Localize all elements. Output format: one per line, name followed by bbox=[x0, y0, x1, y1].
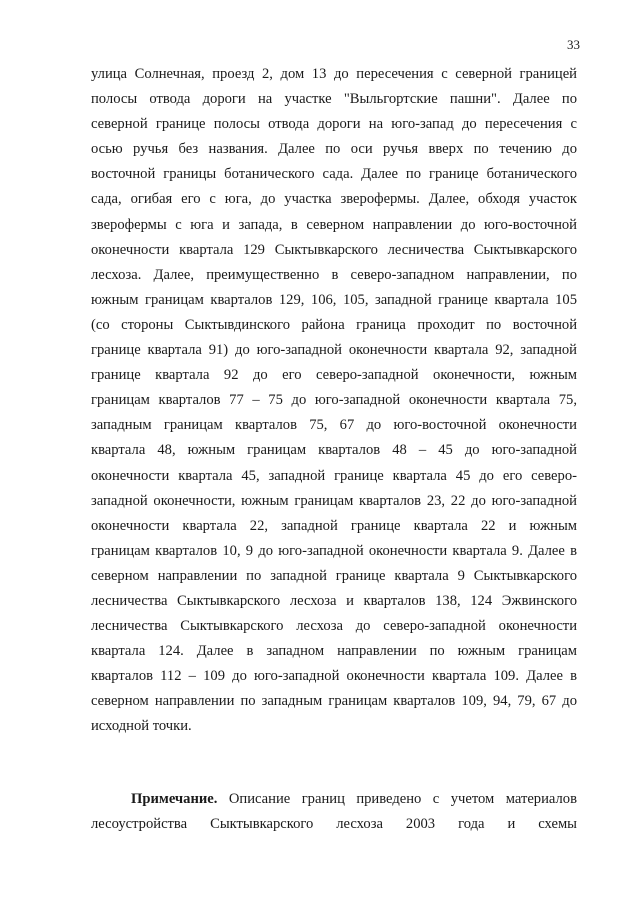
paragraph-line: западным границам кварталов 75, 67 до юго-восточной оконечности bbox=[91, 417, 577, 434]
paragraph-line: северном направлении по западным границам кварталов 109, 94, 79, 67 до bbox=[91, 693, 577, 710]
paragraph-line: лесхоза. Далее, преимущественно в северо-западном направлении, по bbox=[91, 266, 577, 283]
paragraph-line: квартала 48, южным границам кварталов 48 – 45 до юго-западной bbox=[91, 442, 577, 459]
note-text: Описание границ приведено с учетом материалов bbox=[217, 791, 577, 807]
paragraph-line: лесничества Сыктывкарского лесхоза и кварталов 138, 124 Эжвинского bbox=[91, 592, 577, 609]
paragraph-line: границам кварталов 77 – 75 до юго-западной оконечности квартала 75, bbox=[91, 392, 577, 409]
paragraph-line: исходной точки. bbox=[91, 718, 192, 735]
paragraph-line: северной границе полосы отвода дороги на юго-запад до пересечения с bbox=[91, 116, 577, 133]
paragraph-line: восточной границы ботанического сада. Далее по границе ботанического bbox=[91, 166, 577, 183]
paragraph-line: полосы отвода дороги на участке "Выльгортские пашни". Далее по bbox=[91, 91, 577, 108]
paragraph-line: оконечности квартала 129 Сыктывкарского лесничества Сыктывкарского bbox=[91, 241, 577, 258]
paragraph-line: квартала 124. Далее в западном направлении по южным границам bbox=[91, 643, 577, 660]
paragraph-line: (со стороны Сыктывдинского района граница проходит по восточной bbox=[91, 316, 577, 333]
note-paragraph bbox=[91, 787, 577, 837]
page-number: 33 bbox=[567, 37, 580, 52]
note-label: Примечание. bbox=[131, 791, 218, 807]
paragraph-line: южным границам кварталов 129, 106, 105, западной границе квартала 105 bbox=[91, 291, 577, 308]
paragraph-line: улица Солнечная, проезд 2, дом 13 до пересечения с северной границей bbox=[91, 66, 577, 82]
paragraph-line: кварталов 112 – 109 до юго-западной оконечности квартала 109. Далее в bbox=[91, 668, 577, 685]
paragraph-line: лесничества Сыктывкарского лесхоза до северо-западной оконечности bbox=[91, 618, 577, 635]
paragraph-line: западной оконечности, южным границам кварталов 23, 22 до юго-западной bbox=[91, 492, 577, 509]
paragraph-line: оконечности квартала 45, западной границе квартала 45 до его северо- bbox=[91, 467, 577, 484]
paragraph-line: оконечности квартала 22, западной границе квартала 22 и южным bbox=[91, 517, 577, 534]
note-line: лесоустройства Сыктывкарского лесхоза 2003 года и схемы bbox=[91, 816, 577, 833]
paragraph-line: границе квартала 91) до юго-западной оконечности квартала 92, западной bbox=[91, 342, 577, 359]
paragraph-line: осью ручья без названия. Далее по оси ручья вверх по течению до bbox=[91, 141, 577, 158]
paragraph-line: границе квартала 92 до его северо-западной оконечности, южным bbox=[91, 367, 577, 384]
boundary-description-paragraph bbox=[91, 62, 577, 740]
paragraph-line: зверофермы с юга и запада, в северном направлении до юго-восточной bbox=[91, 216, 577, 233]
note-line bbox=[91, 787, 577, 812]
paragraph-line: сада, огибая его с юга, до участка зверофермы. Далее, обходя участок bbox=[91, 191, 577, 208]
paragraph-line: границам кварталов 10, 9 до юго-западной оконечности квартала 9. Далее в bbox=[91, 542, 577, 559]
paragraph-line: северном направлении по западной границе квартала 9 Сыктывкарского bbox=[91, 567, 577, 584]
